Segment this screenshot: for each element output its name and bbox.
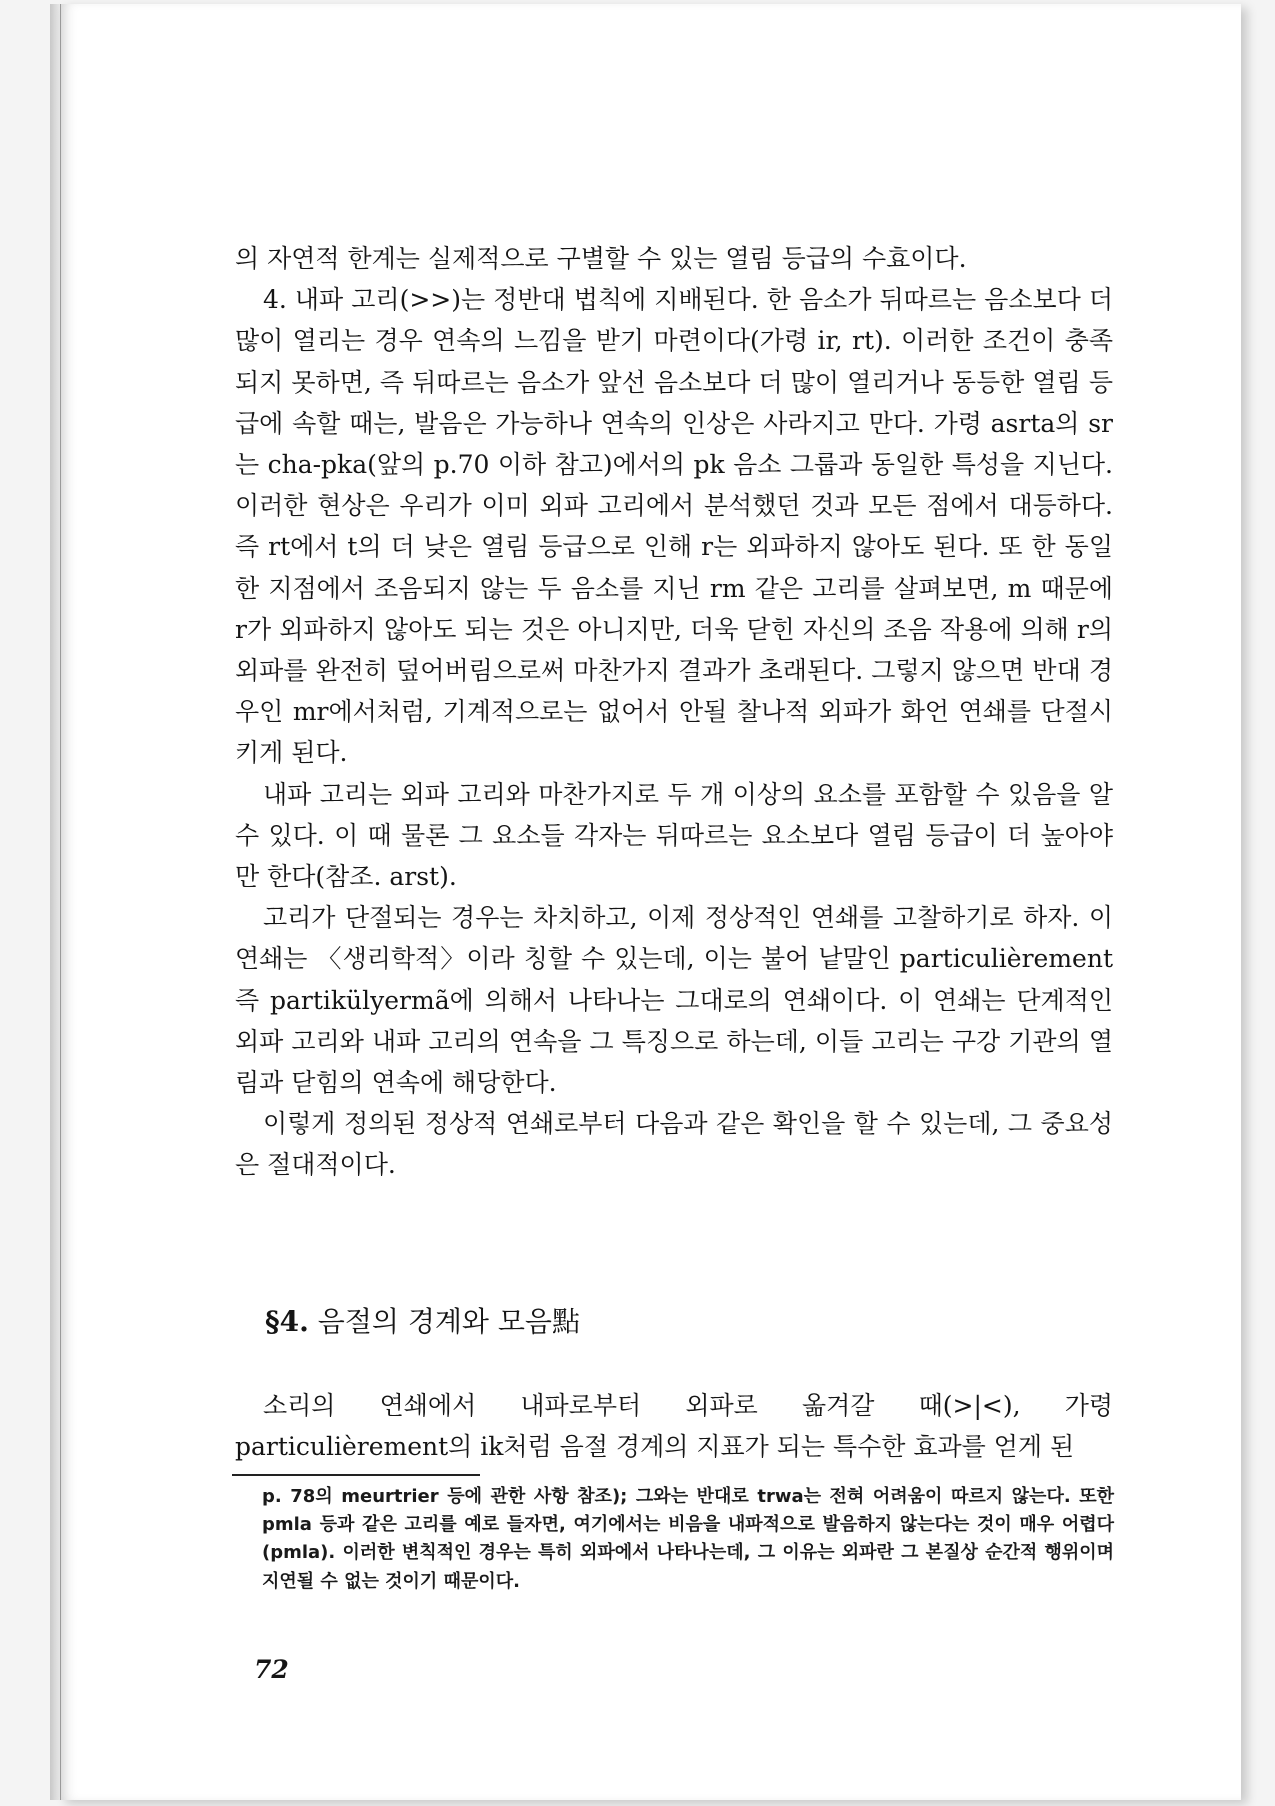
paragraph-continuation: 의 자연적 한계는 실제적으로 구별할 수 있는 열림 등급의 수효이다. (235, 244, 967, 273)
footnote: p. 78의 meurtrier 등에 관한 사항 참조); 그와는 반대로 trwa는 전혀 어려움이 따르지 않는다. 또한 pmla 등과 같은 고리를 예로 들자면, 여기에서는 비음을 내파적으로 발음하지 않는다는 것이 매우 어렵다(pmla). 이러한 변칙적인 경우는 특히 외파에서 나타나는데, 그 이유는 외파란 그 본질상 순간적 행위이며 지연될 수 없는 것이기 때문이다. (262, 1486, 1114, 1592)
section-number: §4. (265, 1305, 309, 1338)
section-heading (265, 1300, 580, 1340)
paragraph-syllable-boundary: 소리의 연쇄에서 내파로부터 외파로 옮겨갈 때(>|<), 가령 particulièrement의 ik처럼 음절 경계의 지표가 되는 특수한 효과를 얻게 된 (235, 1391, 1113, 1462)
main-text-block (235, 238, 1113, 1186)
paragraph-importance: 이렇게 정의된 정상적 연쇄로부터 다음과 같은 확인을 할 수 있는데, 그 중요성은 절대적이다. (235, 1109, 1113, 1180)
paragraph-implosive-elements: 내파 고리는 외파 고리와 마찬가지로 두 개 이상의 요소를 포함할 수 있음을 알 수 있다. 이 때 물론 그 요소들 각자는 뒤따르는 요소보다 열림 등급이 더 높아야만 한다(참조. arst). (235, 779, 1113, 892)
paragraph-normal-chain: 고리가 단절되는 경우는 차치하고, 이제 정상적인 연쇄를 고찰하기로 하자. 이 연쇄는 〈생리학적〉이라 칭할 수 있는데, 이는 불어 낱말인 particulièrement 즉 partikülyermã에 의해서 나타나는 그대로의 연쇄이다. 이 연쇄는 단계적인 외파 고리와 내파 고리의 연속을 그 특징으로 하는데, 이들 고리는 구강 기관의 열림과 닫힘의 연속에 해당한다. (235, 903, 1113, 1098)
page-number: 72 (254, 1655, 289, 1684)
paragraph-implosive-link: 4. 내파 고리(>>)는 정반대 법칙에 지배된다. 한 음소가 뒤따르는 음소보다 더 많이 열리는 경우 연속의 느낌을 받기 마련이다(가령 ir, rt). 이러한 조건이 충족되지 못하면, 즉 뒤따르는 음소가 앞선 음소보다 더 많이 열리거나 동등한 열림 등급에 속할 때는, 발음은 가능하나 연속의 인상은 사라지고 만다. 가령 asrta의 sr는 cha-pka(앞의 p.70 이하 참고)에서의 pk 음소 그룹과 동일한 특성을 지닌다. 이러한 현상은 우리가 이미 외파 고리에서 분석했던 것과 모든 점에서 대등하다. 즉 rt에서 t의 더 낮은 열림 등급으로 인해 r는 외파하지 않아도 된다. 또 한 동일한 지점에서 조음되지 않는 두 음소를 지닌 rm 같은 고리를 살펴보면, m 때문에 r가 외파하지 않아도 되는 것은 아니지만, 더욱 닫힌 자신의 조음 작용에 의해 r의 외파를 완전히 덮어버림으로써 마찬가지 결과가 초래된다. 그렇지 않으면 반대 경우인 mr에서처럼, 기계적으로는 없어서 안될 찰나적 외파가 화언 연쇄를 단절시키게 된다. (235, 285, 1113, 768)
footnote-rule (232, 1474, 480, 1476)
section-title-text: 음절의 경계와 모음點 (317, 1305, 580, 1338)
section-body (235, 1385, 1113, 1467)
